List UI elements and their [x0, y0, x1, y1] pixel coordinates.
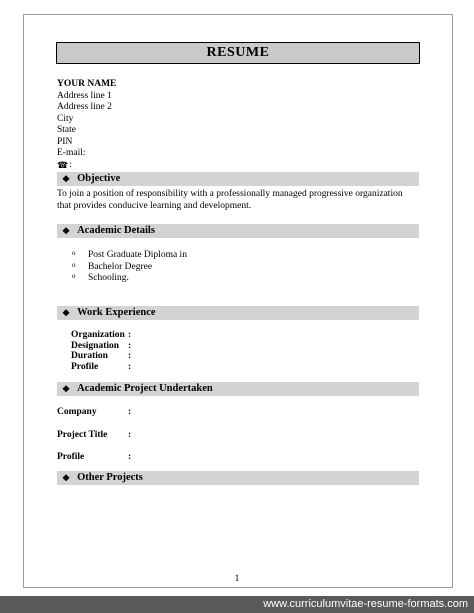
- section-title: Academic Project Undertaken: [77, 383, 213, 394]
- diamond-bullet-icon: ❖: [62, 308, 71, 318]
- contact-block: [57, 79, 116, 171]
- state: State: [57, 125, 76, 135]
- phone-line: [57, 160, 116, 172]
- resume-page: [23, 14, 453, 588]
- circle-bullet-icon: o: [72, 260, 76, 269]
- field-row: Organization :: [71, 330, 132, 340]
- section-title: Other Projects: [77, 472, 143, 483]
- work-fields: [71, 330, 131, 372]
- section-heading-objective: [57, 172, 419, 186]
- section-title: Objective: [77, 173, 121, 184]
- address-line-1: Address line 1: [57, 90, 112, 101]
- field-row: Profile :: [57, 452, 132, 462]
- section-title: Academic Details: [77, 225, 155, 236]
- resume-title: RESUME: [56, 42, 420, 64]
- your-name: YOUR NAME: [57, 79, 117, 89]
- city: City: [57, 113, 74, 124]
- field-row: Designation :: [71, 340, 132, 351]
- section-heading-project: [57, 382, 419, 396]
- section-heading-other: [57, 471, 419, 485]
- footer-bar: [0, 596, 474, 613]
- circle-bullet-icon: o: [72, 249, 76, 257]
- telephone-icon: ☎: [57, 159, 69, 170]
- section-heading-work: [57, 306, 419, 320]
- field-row: Profile :: [71, 361, 132, 372]
- email: E-mail:: [57, 148, 86, 158]
- field-row: Project Title :: [57, 430, 132, 440]
- diamond-bullet-icon: ❖: [62, 473, 71, 483]
- diamond-bullet-icon: ❖: [62, 226, 71, 236]
- pin: PIN: [57, 136, 73, 147]
- diamond-bullet-icon: ❖: [62, 174, 71, 184]
- field-row: Duration :: [71, 351, 132, 361]
- list-item: o Bachelor Degree: [72, 260, 153, 272]
- address-line-2: Address line 2: [57, 102, 112, 112]
- list-item: o Schooling.: [72, 272, 129, 283]
- phone-suffix: :: [69, 159, 72, 170]
- section-title: Work Experience: [77, 307, 156, 318]
- field-row: Company :: [57, 407, 132, 417]
- section-heading-academic: [57, 224, 419, 238]
- circle-bullet-icon: o: [72, 272, 76, 280]
- page-number: 1: [234, 574, 240, 584]
- diamond-bullet-icon: ❖: [62, 384, 71, 394]
- list-item: o Post Graduate Diploma in: [72, 249, 187, 260]
- objective-text: To join a position of responsibility with a professionally managed progressive organization that provides conducive learning and development.: [57, 189, 403, 211]
- academic-list: [72, 250, 187, 285]
- footer-url: www.curriculumvitae-resume-formats.com: [263, 598, 468, 610]
